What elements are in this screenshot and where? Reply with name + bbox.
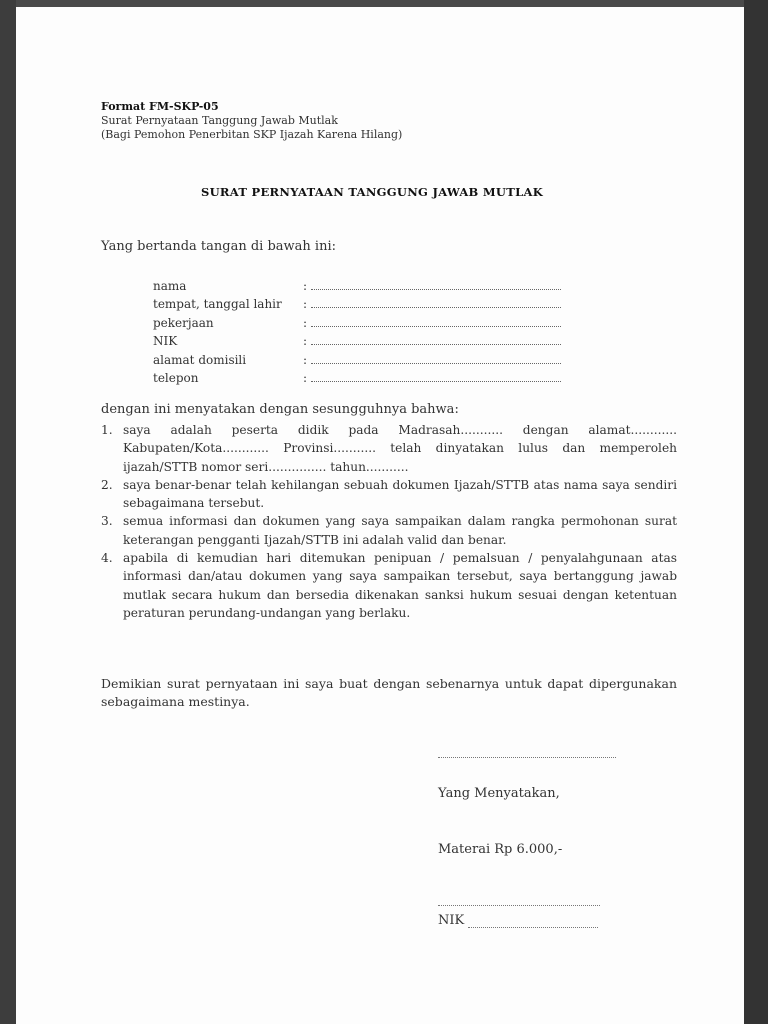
form-header — [101, 100, 402, 142]
list-item — [101, 549, 677, 622]
field-row-nama: nama : — [153, 277, 561, 295]
list-text: apabila di kemudian hari ditemukan penipuan / pemalsuan / penyalahgunaan atas informasi dan/atau dokumen yang saya sampaikan tersebut, saya bertanggung jawab mutlak secara hukum dan bersedia dikenakan sanksi hukum sesuai dengan ketentuan peraturan perundang-undangan yang berlaku. — [123, 551, 677, 620]
closing-paragraph: Demikian surat pernyataan ini saya buat dengan sebenarnya untuk dapat dipergunakan sebagaimana mestinya. — [101, 676, 677, 710]
list-text: semua informasi dan dokumen yang saya sampaikan dalam rangka permohonan surat keterangan pengganti Ijazah/STTB ini adalah valid dan benar. — [123, 514, 677, 547]
form-subtitle: Surat Pernyataan Tanggung Jawab Mutlak — [101, 114, 338, 127]
stamp-duty-label: Materai Rp 6.000,- — [438, 842, 563, 857]
document-page — [16, 7, 744, 1024]
statement-list — [101, 421, 677, 622]
fill-in-blank — [311, 369, 561, 382]
field-label: alamat domisili — [153, 352, 247, 367]
intro-text: Yang bertanda tangan di bawah ini: — [101, 239, 336, 254]
list-item — [101, 421, 677, 476]
viewer-top-bar — [0, 0, 768, 7]
list-item — [101, 476, 677, 513]
field-label: tempat, tanggal lahir — [153, 297, 282, 312]
list-item — [101, 512, 677, 549]
field-row-alamat-domisili: alamat domisili : — [153, 351, 561, 369]
field-label: telepon — [153, 370, 199, 385]
nik-blank — [468, 915, 598, 928]
form-note: (Bagi Pemohon Penerbitan SKP Ijazah Karena Hilang) — [101, 128, 403, 141]
field-label: pekerjaan — [153, 315, 214, 330]
date-place-blank — [438, 757, 616, 758]
nik-label: NIK — [438, 913, 465, 928]
list-text: saya benar-benar telah kehilangan sebuah dokumen Ijazah/STTB atas nama saya sendiri sebagaimana tersebut. — [123, 477, 677, 511]
signature-name-blank — [438, 905, 600, 906]
field-row-telepon: telepon : — [153, 369, 561, 387]
identity-fields — [153, 277, 561, 387]
field-row-pekerjaan: pekerjaan : — [153, 314, 561, 332]
field-row-nik: NIK : — [153, 332, 561, 350]
list-number: 1. — [101, 423, 113, 437]
form-code: Format FM-SKP-05 — [101, 100, 219, 113]
fill-in-blank — [311, 295, 561, 308]
document-title: SURAT PERNYATAAN TANGGUNG JAWAB MUTLAK — [201, 185, 543, 199]
fill-in-blank — [311, 314, 561, 327]
viewer-left-margin — [0, 0, 16, 1024]
list-number: 3. — [101, 514, 113, 529]
list-text: saya adalah peserta didik pada Madrasah........... dengan alamat............ Kabupaten/Kota............ Provinsi........... telah dinyatakan lulus dan memperoleh ijazah/STTB nomor seri............... tahun........... — [123, 423, 677, 474]
field-label: NIK — [153, 334, 178, 349]
signer-label: Yang Menyatakan, — [438, 786, 560, 801]
signature-nik — [438, 913, 598, 928]
field-label: nama — [153, 279, 187, 293]
fill-in-blank — [311, 332, 561, 345]
viewer-right-margin — [744, 0, 768, 1024]
fill-in-blank — [311, 351, 561, 364]
statement-intro: dengan ini menyatakan dengan sesungguhnya bahwa: — [101, 402, 459, 417]
fill-in-blank — [311, 277, 561, 290]
list-number: 4. — [101, 551, 113, 566]
field-row-tempat-tanggal-lahir: tempat, tanggal lahir : — [153, 295, 561, 313]
list-number: 2. — [101, 477, 113, 492]
